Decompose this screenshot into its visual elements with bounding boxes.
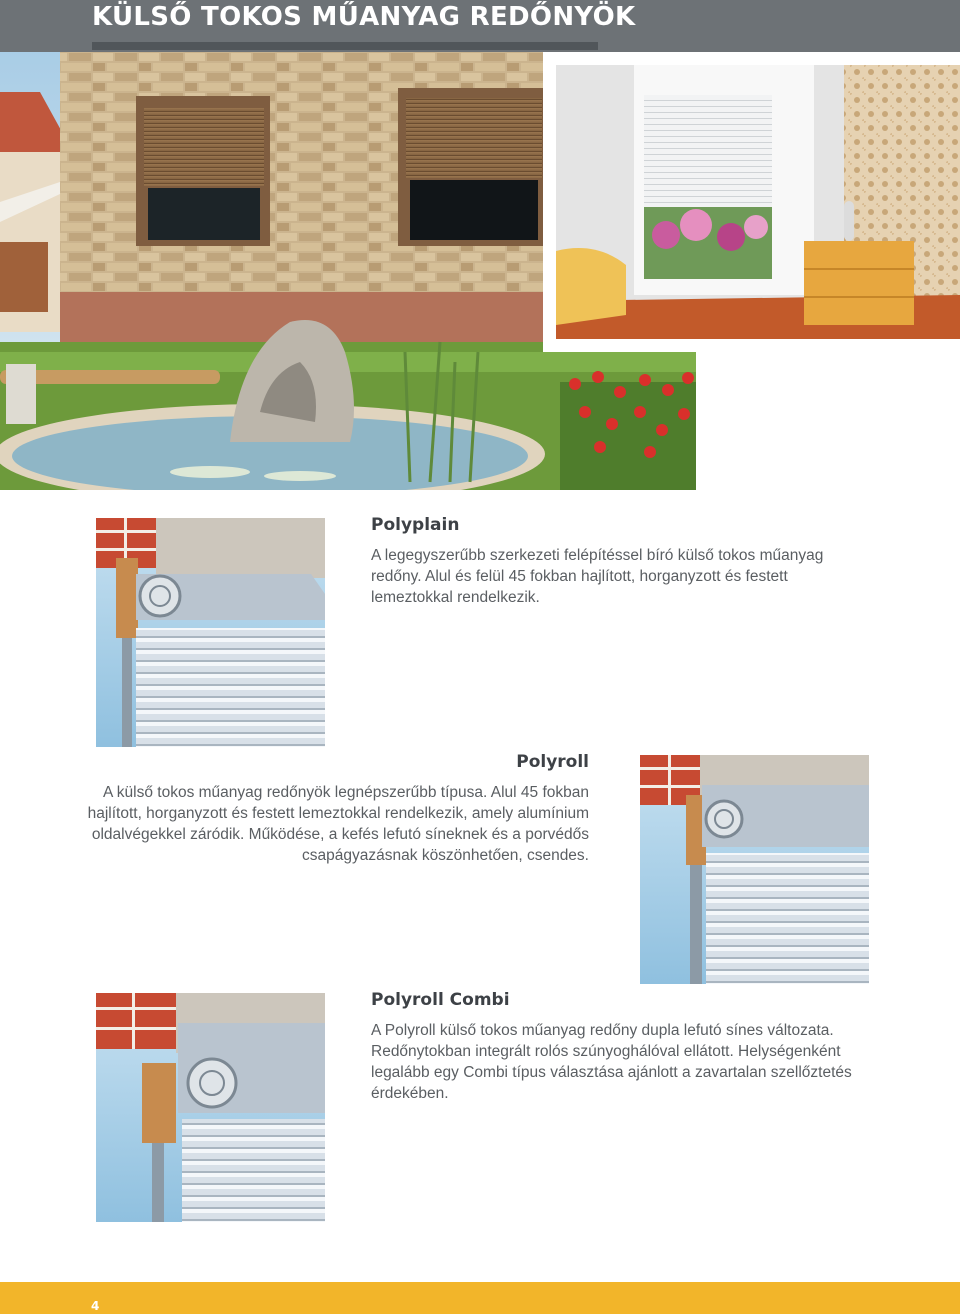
polyplain-section	[371, 515, 851, 608]
page-header	[0, 0, 960, 52]
polyroll-combi-section	[371, 990, 871, 1104]
polyroll-title: Polyroll	[516, 752, 589, 772]
polyroll-combi-title: Polyroll Combi	[371, 990, 510, 1010]
polyroll-combi-description: A Polyroll külső tokos műanyag redőny dupla lefutó sínes változata. Redőnytokban integrált rolós szúnyoghálóval ellátott. Helységenként legalább egy Combi típus választása ajánlott a zavartalan szellőztetés érdekében.	[371, 1022, 852, 1102]
interior-room-image	[556, 65, 960, 339]
polyplain-title: Polyplain	[371, 515, 460, 535]
interior-room-photo	[543, 52, 960, 352]
page-title: KÜLSŐ TOKOS MŰANYAG REDŐNYÖK	[92, 2, 636, 32]
page-footer	[0, 1282, 960, 1314]
polyroll-combi-cross-section-image	[96, 993, 325, 1222]
polyroll-description: A külső tokos műanyag redőnyök legnépszerűbb típusa. Alul 45 fokban hajlított, horganyzott és festett lemeztokkal rendelkezik, amely alumínium oldalvégekkel záródik. Működése, a kefés lefutó síneknek és a porvédős csapágyazásnak köszönhetően, csendes.	[87, 784, 589, 864]
polyroll-section	[86, 752, 589, 866]
header-underbar	[92, 42, 598, 50]
polyplain-cross-section-image	[96, 518, 325, 747]
page-number: 4	[91, 1299, 100, 1313]
polyroll-cross-section-image	[640, 755, 869, 984]
polyplain-description: A legegyszerűbb szerkezeti felépítéssel bíró külső tokos műanyag redőny. Alul és felül 45 fokban hajlított, horganyzott és festett lemeztokkal rendelkezik.	[371, 547, 824, 606]
